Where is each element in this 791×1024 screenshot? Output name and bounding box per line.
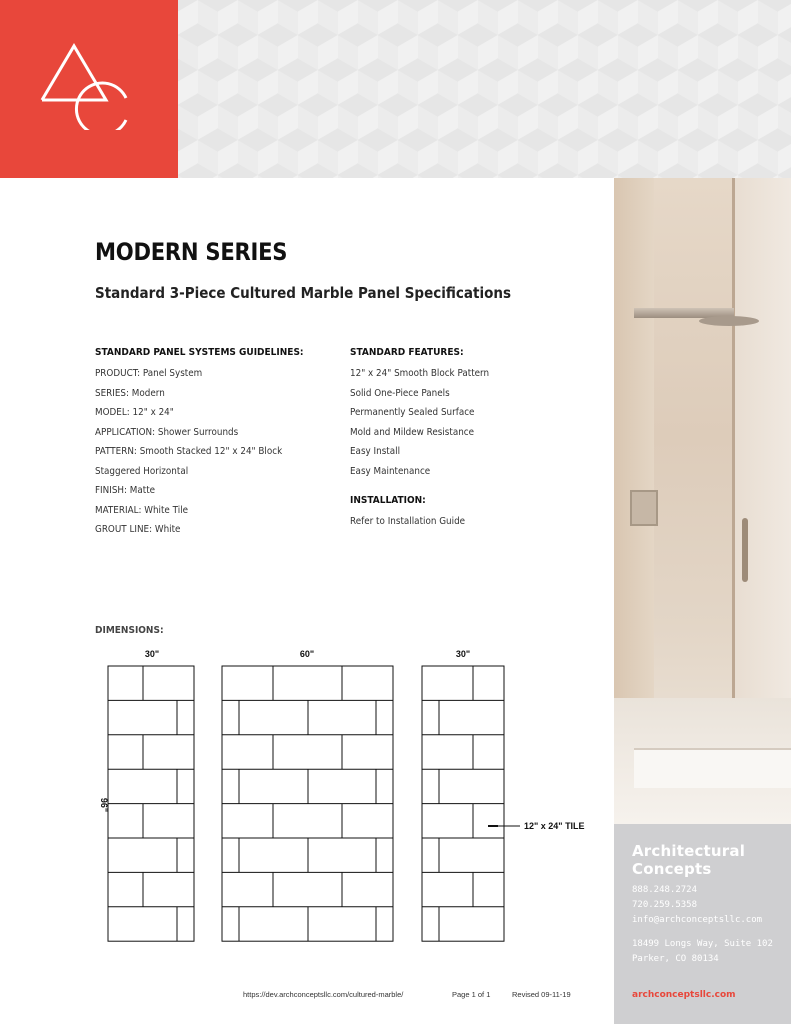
contact-panel xyxy=(614,824,791,1024)
center-panel xyxy=(222,666,393,941)
phone-secondary[interactable]: 720.259.5358 xyxy=(632,900,698,910)
guideline-item: PRODUCT: Panel System xyxy=(95,368,203,379)
features-section xyxy=(350,346,600,532)
footer-revised-date: Revised 09-11-19 xyxy=(512,990,571,999)
guideline-item: APPLICATION: Shower Surrounds xyxy=(95,426,239,438)
panel-dimensions-diagram xyxy=(80,645,620,945)
feature-item: Easy Maintenance xyxy=(350,465,431,477)
logo-block xyxy=(0,0,178,178)
guidelines-heading: STANDARD PANEL SYSTEMS GUIDELINES: xyxy=(95,347,304,358)
guideline-item: MODEL: 12" x 24" xyxy=(95,407,174,418)
left-panel xyxy=(108,666,194,941)
right-panel-width-label: 30" xyxy=(455,649,471,659)
panel-height-label: 96" xyxy=(99,797,109,813)
installation-text[interactable]: Refer to Installation Guide xyxy=(350,516,466,527)
header-pattern xyxy=(178,0,791,178)
phone-primary[interactable]: 888.248.2724 xyxy=(632,885,698,895)
page-title: MODERN SERIES xyxy=(95,238,288,266)
guidelines-section xyxy=(95,346,335,540)
guideline-item: Staggered Horizontal xyxy=(95,465,189,477)
installation-heading: INSTALLATION: xyxy=(350,495,426,506)
guideline-item: GROUT LINE: White xyxy=(95,524,181,535)
ac-monogram-icon xyxy=(38,40,134,130)
page-subtitle: Standard 3-Piece Cultured Marble Panel Specifications xyxy=(95,284,511,302)
guideline-item: MATERIAL: White Tile xyxy=(95,504,189,516)
footer-page-number: Page 1 of 1 xyxy=(452,990,491,999)
address-line1: 18499 Longs Way, Suite 102 xyxy=(632,939,773,949)
feature-item: 12" x 24" Smooth Block Pattern xyxy=(350,368,490,379)
guideline-item: PATTERN: Smooth Stacked 12" x 24" Block xyxy=(95,446,283,457)
tile-callout-label: 12" x 24" TILE xyxy=(524,821,585,831)
left-panel-width-label: 30" xyxy=(144,649,160,659)
address-line2: Parker, CO 80134 xyxy=(632,954,719,964)
company-name-line2: Concepts xyxy=(632,860,712,878)
right-panel xyxy=(422,666,504,941)
feature-item: Easy Install xyxy=(350,446,401,457)
features-heading: STANDARD FEATURES: xyxy=(350,347,464,358)
company-name: Architectural xyxy=(632,842,746,860)
feature-item: Solid One-Piece Panels xyxy=(350,387,450,399)
dimensions-heading: DIMENSIONS: xyxy=(95,625,164,636)
center-panel-width-label: 60" xyxy=(299,649,315,659)
footer-url[interactable]: https://dev.archconceptsllc.com/cultured-marble/ xyxy=(243,990,404,999)
feature-item: Permanently Sealed Surface xyxy=(350,407,475,418)
guideline-item: FINISH: Matte xyxy=(95,485,156,496)
guideline-item: SERIES: Modern xyxy=(95,387,165,399)
feature-item: Mold and Mildew Resistance xyxy=(350,426,475,438)
email-link[interactable]: info@archconceptsllc.com xyxy=(632,915,763,925)
website-link[interactable]: archconceptsllc.com xyxy=(632,990,736,1000)
shower-photo xyxy=(614,178,791,824)
